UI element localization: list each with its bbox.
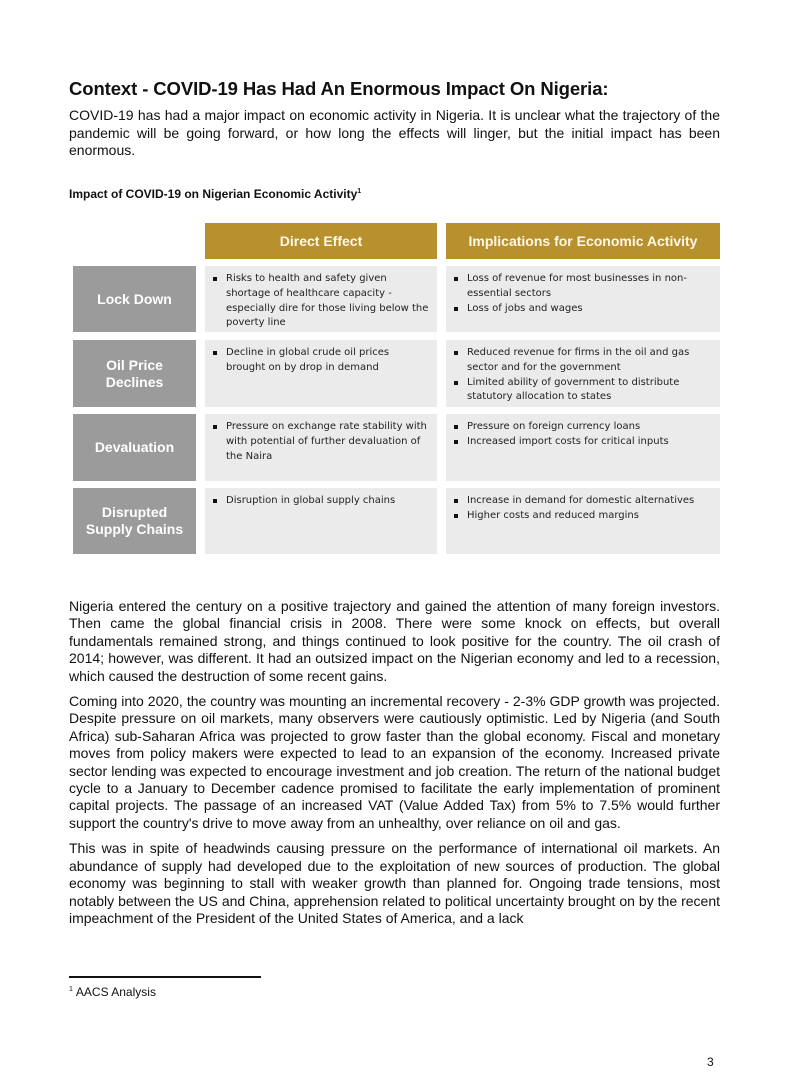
bullet-item: Limited ability of government to distribute statutory allocation to states [453,376,714,406]
cell-direct-effect [205,488,437,554]
footnote-number: 1 [69,986,73,993]
cell-implications [446,414,720,481]
bullet-item: Pressure on foreign currency loans [453,420,714,435]
bullet-item: Pressure on exchange rate stability with with potential of further devaluation of the Naira [212,420,431,464]
column-header-direct-effect: Direct Effect [205,223,437,259]
cell-direct-effect [205,266,437,332]
row-label-disrupted-supply-chains: Disrupted Supply Chains [73,488,196,554]
bullet-item: Risks to health and safety given shortage of healthcare capacity - especially dire for those living below the poverty line [212,272,431,331]
bullet-item: Reduced revenue for firms in the oil and gas sector and for the government [453,346,714,376]
row-label-devaluation: Devaluation [73,414,196,481]
body-text [69,598,720,935]
page-number: 3 [707,1055,714,1069]
row-label-lock-down: Lock Down [73,266,196,332]
cell-implications [446,488,720,554]
bullet-item: Increase in demand for domestic alternatives [453,494,714,509]
bullet-item: Decline in global crude oil prices brought on by drop in demand [212,346,431,376]
cell-implications [446,266,720,332]
footnote-ref: 1 [357,188,362,195]
cell-direct-effect [205,414,437,481]
page-title: Context - COVID-19 Has Had An Enormous Impact On Nigeria: [69,78,609,99]
bullet-item: Higher costs and reduced margins [453,509,714,524]
bullet-item: Loss of jobs and wages [453,302,714,317]
footnote [69,985,156,999]
cell-implications [446,340,720,407]
footnote-divider [69,976,261,978]
body-paragraph: This was in spite of headwinds causing pressure on the performance of international oil markets. An abundance of supply had developed due to the exploitation of new sources of production. The global economy was beginning to stall with weaker growth than planned for. Ongoing trade tensions, most notably between the US and China, apprehension related to political uncertainty brought on by the recent impeachment of the President of the United States of America, and a lack [69,840,720,926]
body-paragraph: Nigeria entered the century on a positive trajectory and gained the attention of many foreign investors. Then came the global financial crisis in 2008. There were some knock on effects, but overall fundamentals remained strong, and things continued to look positive for the country. The oil crash of 2014; however, was different. It had an outsized impact on the Nigerian economy and led to a recession, which caused the destruction of some recent gains. [69,598,720,684]
cell-direct-effect [205,340,437,407]
intro-paragraph: COVID-19 has had a major impact on economic activity in Nigeria. It is unclear what the trajectory of the pandemic will be going forward, or how long the effects will linger, but the initial impact has been enormous. [69,107,720,158]
body-paragraph: Coming into 2020, the country was mounting an incremental recovery - 2-3% GDP growth was projected. Despite pressure on oil markets, many observers were cautiously optimistic. Led by Nigeria (and South Africa) sub-Saharan Africa was projected to grow faster than the global economy. Fiscal and monetary moves from policy makers were expected to lead to an expansion of the economy. Increased private sector lending was expected to encourage investment and job creation. The return of the national budget cycle to a January to December cadence promised to facilitate the early implementation of prominent capital projects. The passage of an increased VAT (Value Added Tax) from 5% to 7.5% would further support the country's drive to move away from an unhealthy, over reliance on oil and gas. [69,693,720,831]
footnote-text: AACS Analysis [75,985,156,999]
figure-title [69,187,361,201]
bullet-item: Disruption in global supply chains [212,494,431,509]
bullet-item: Increased import costs for critical inputs [453,435,714,450]
bullet-item: Loss of revenue for most businesses in non-essential sectors [453,272,714,302]
column-header-implications: Implications for Economic Activity [446,223,720,259]
row-label-oil-price-declines: Oil Price Declines [73,340,196,407]
figure-title-text: Impact of COVID-19 on Nigerian Economic Activity [69,187,358,201]
